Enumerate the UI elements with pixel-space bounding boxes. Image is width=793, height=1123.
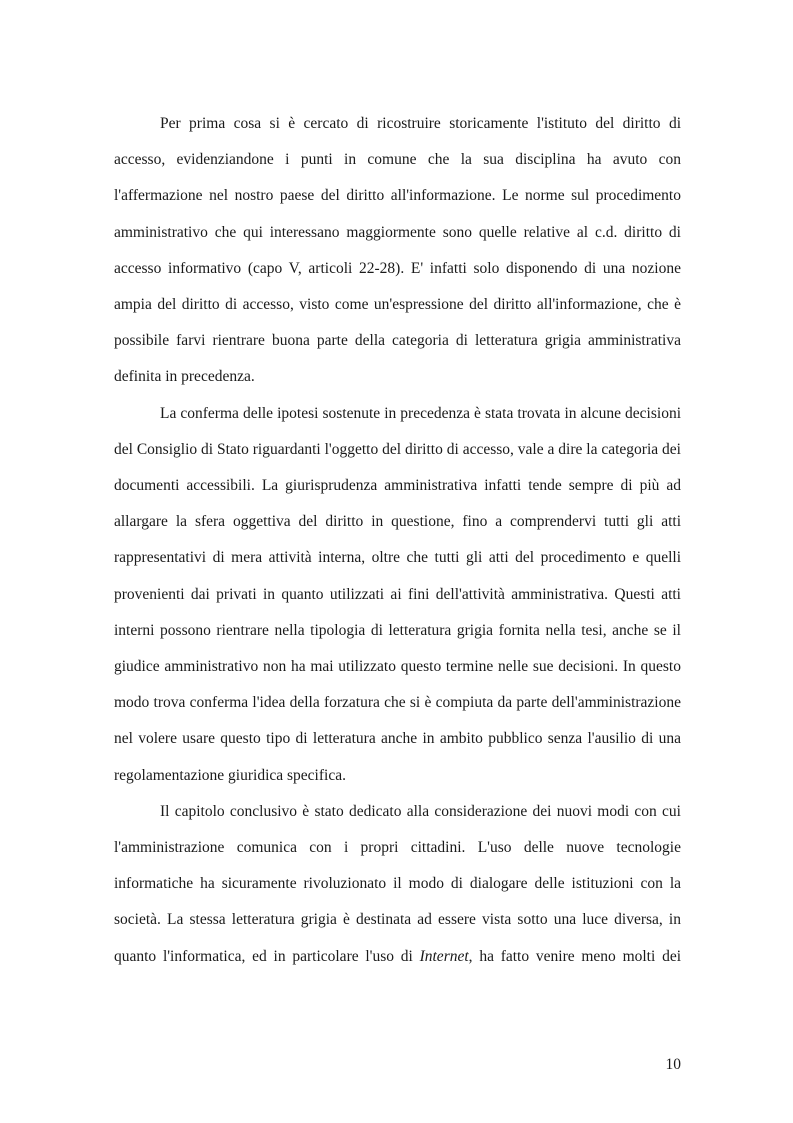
body-text: [114, 106, 681, 975]
paragraph-3-italic-term: Internet: [419, 947, 469, 965]
paragraph-3-text-end: , ha fatto venire meno molti dei: [468, 947, 681, 965]
paragraph-3: [114, 794, 681, 975]
paragraph-1: [114, 106, 681, 396]
paragraph-1-text: Per prima cosa si è cercato di ricostruire storicamente l'istituto del diritto di accesso, evidenziandone i punti in comune che la sua disciplina ha avuto con l'affermazione nel nostro paese del diritto all'informazione. Le norme sul procedimento amministrativo che qui interessano maggiormente sono quelle relative al c.d. diritto di accesso informativo (capo V, articoli 22-28). E' infatti solo disponendo di una nozione ampia del diritto di accesso, visto come un'espressione del diritto all'informazione, che è possibile farvi rientrare buona parte della categoria di letteratura grigia amministrativa definita in precedenza.: [114, 115, 681, 386]
paragraph-2-text: La conferma delle ipotesi sostenute in precedenza è stata trovata in alcune decisioni del Consiglio di Stato riguardanti l'oggetto del diritto di accesso, vale a dire la categoria dei documenti accessibili. La giurisprudenza amministrativa infatti tende sempre di più ad allargare la sfera oggettiva del diritto in questione, fino a comprendervi tutti gli atti rappresentativi di mera attività interna, oltre che tutti gli atti del procedimento e quelli provenienti dai privati in quanto utilizzati ai fini dell'attività amministrativa. Questi atti interni possono rientrare nella tipologia di letteratura grigia fornita nella tesi, anche se il giudice amministrativo non ha mai utilizzato questo termine nelle sue decisioni. In questo modo trova conferma l'idea della forzatura che si è compiuta da parte dell'amministrazione nel volere usare questo tipo di letteratura anche in ambito pubblico senza l'ausilio di una regolamentazione giuridica specifica.: [114, 404, 681, 784]
page-number: 10: [665, 1056, 681, 1073]
paragraph-3-text-start: Il capitolo conclusivo è stato dedicato alla considerazione dei nuovi modi con cui l'amministrazione comunica con i propri cittadini. L'uso delle nuove tecnologie informatiche ha sicuramente rivoluzionato il modo di dialogare delle istituzioni con la società. La stessa letteratura grigia è destinata ad essere vista sotto una luce diversa, in quanto l'informatica, ed in particolare l'uso di: [114, 802, 681, 965]
paragraph-2: [114, 396, 681, 794]
